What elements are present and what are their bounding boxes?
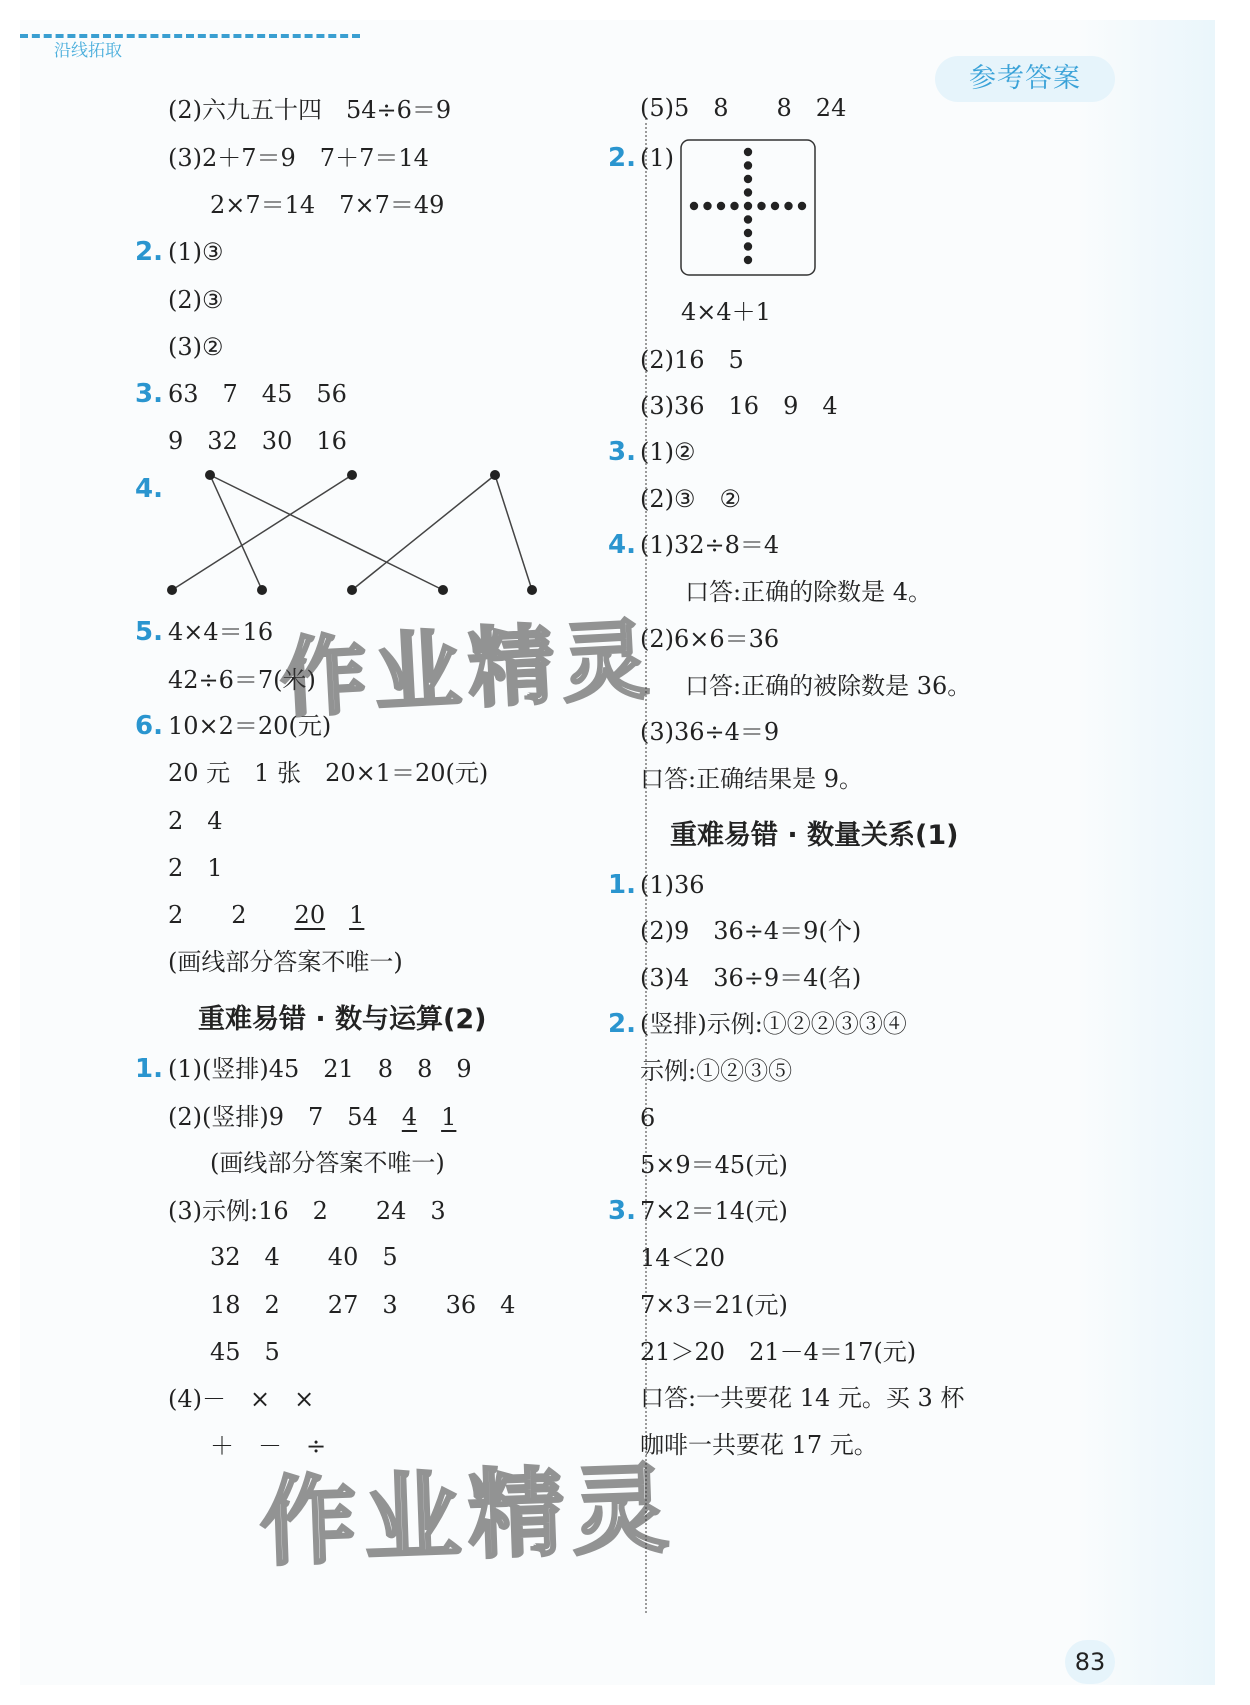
q3-answer-row-2: 9 32 30 16 (168, 427, 347, 455)
q3-number: 3. (135, 379, 163, 409)
s1-number: 1. (135, 1054, 163, 1084)
q2-answer-1: (1)③ (168, 238, 224, 266)
q2-number: 2. (135, 237, 163, 267)
cross-dot (744, 161, 752, 169)
r-q4-answer-2: (2)6×6＝36 (640, 625, 780, 653)
q3-answer-row-1: 63 7 45 56 (168, 380, 347, 408)
r-s1-answer-3: (3)4 36÷9＝4(名) (640, 964, 862, 992)
r-s3-answer-3: 7×3＝21(元) (640, 1291, 788, 1319)
section-title-number-operations: 重难易错 · 数与运算(2) (198, 1004, 487, 1035)
cross-dot (757, 202, 765, 210)
r-s3-answer-4: 21＞20 21－4＝17(元) (640, 1338, 917, 1366)
bottom-dot-3 (347, 585, 357, 595)
cross-dot (744, 148, 752, 156)
s1-answer-5: 18 2 27 3 36 4 (210, 1291, 516, 1319)
q6-underlined-1: 20 (294, 901, 326, 929)
top-dot-1 (205, 470, 215, 480)
cross-dot (744, 229, 752, 237)
r-s2-answer-4: 5×9＝45(元) (640, 1151, 788, 1179)
r-s1-answer-2: (2)9 36÷4＝9(个) (640, 917, 862, 945)
dot-cross-figure (680, 138, 820, 278)
s1-answer-3: (3)示例:16 2 24 3 (168, 1197, 446, 1225)
left-line-2: (3)2＋7＝9 7＋7＝14 (168, 144, 429, 172)
cross-dot (771, 202, 779, 210)
section-title-quantity-relations: 重难易错 · 数量关系(1) (670, 820, 959, 851)
match-line-5 (495, 475, 532, 590)
r-q2-answer-2: (2)16 5 (640, 346, 744, 374)
match-line-2 (210, 475, 443, 590)
answer-key-badge: 参考答案 (935, 56, 1115, 102)
page (20, 20, 1215, 1685)
cross-dot (784, 202, 792, 210)
s1-answer-1: (1)(竖排)45 21 8 8 9 (168, 1055, 472, 1083)
r-s3-answer-2: 14＜20 (640, 1244, 726, 1272)
q5-answer-2: 42÷6＝7(米) (168, 666, 316, 694)
cross-dot (744, 242, 752, 250)
cross-dot (744, 188, 752, 196)
watermark-bottom: 作业精灵 (258, 1452, 679, 1580)
r-s3-answer-1: 7×2＝14(元) (640, 1197, 788, 1225)
s1-underlined-2: 1 (441, 1103, 457, 1131)
q4-matching-diagram (160, 460, 580, 600)
q4-number: 4. (135, 474, 163, 504)
r-q2-answer-3: (3)36 16 9 4 (640, 392, 838, 420)
s1-answer-6: 45 5 (210, 1338, 280, 1366)
bottom-dot-4 (438, 585, 448, 595)
r-s2-answer-3: 6 (640, 1104, 656, 1132)
q6-answer-4: 2 1 (168, 854, 223, 882)
r-q2-expression: 4×4＋1 (681, 298, 771, 326)
r-q4-reply-1: 口答:正确的除数是 4。 (685, 578, 932, 606)
bottom-dot-2 (257, 585, 267, 595)
s1-answer-2 (168, 1102, 456, 1132)
cross-dot (744, 202, 752, 210)
cross-dot (744, 215, 752, 223)
q2-answer-3: (3)② (168, 333, 224, 361)
r-q4-answer-1: (1)32÷8＝4 (640, 531, 780, 559)
match-line-4 (352, 475, 495, 590)
r-s1-number: 1. (608, 870, 636, 900)
q6-number: 6. (135, 711, 163, 741)
r-q4-number: 4. (608, 530, 636, 560)
q5-number: 5. (135, 617, 163, 647)
r-q3-answer-2: (2)③ ② (640, 485, 742, 513)
r-s2-answer-2: 示例:①②③⑤ (640, 1057, 793, 1085)
watermark-middle: 作业精灵 (278, 610, 659, 730)
s1-answer-8: ＋ － ÷ (210, 1432, 327, 1460)
r-s2-number: 2. (608, 1009, 636, 1039)
s1-note: (画线部分答案不唯一) (210, 1149, 445, 1177)
cross-dot (798, 202, 806, 210)
q6-answer-1: 10×2＝20(元) (168, 712, 332, 740)
top-dot-2 (347, 470, 357, 480)
cross-dot (690, 202, 698, 210)
r-q4-reply-3: 口答:正确结果是 9。 (640, 765, 863, 793)
cross-dot (730, 202, 738, 210)
cross-dot (744, 175, 752, 183)
q6-answer-2: 20 元 1 张 20×1＝20(元) (168, 759, 489, 787)
top-dot-3 (490, 470, 500, 480)
q6-note: (画线部分答案不唯一) (168, 948, 403, 976)
page-number: 83 (1065, 1640, 1115, 1684)
left-line-3: 2×7＝14 7×7＝49 (210, 191, 445, 219)
s1-underlined-1: 4 (401, 1103, 418, 1131)
r-q4-answer-3: (3)36÷4＝9 (640, 718, 780, 746)
r-q2-number: 2. (608, 143, 636, 173)
r-s1-answer-1: (1)36 (640, 871, 705, 899)
r-s2-answer-1: (竖排)示例:①②②③③④ (640, 1010, 907, 1038)
r-s3-number: 3. (608, 1196, 636, 1226)
q6-answer-3: 2 4 (168, 807, 223, 835)
r-q3-answer-1: (1)② (640, 438, 696, 466)
page-edge-strip (1075, 20, 1215, 1685)
q6-underlined-2: 1 (349, 901, 365, 929)
cross-dot (717, 202, 725, 210)
r-q4-reply-2: 口答:正确的被除数是 36。 (685, 672, 972, 700)
bottom-dot-1 (167, 585, 177, 595)
r-q2-label: (1) (640, 144, 674, 172)
q5-answer-1: 4×4＝16 (168, 618, 274, 646)
cross-dot (744, 256, 752, 264)
q6-answer-5 (168, 900, 364, 930)
q6-answer-5-text: 2 2 (168, 901, 295, 929)
s1-answer-4: 32 4 40 5 (210, 1243, 398, 1271)
r-q3-number: 3. (608, 437, 636, 467)
bottom-dot-5 (527, 585, 537, 595)
header-left-text: 沿线拓取 (54, 41, 122, 61)
s1-answer-7: (4)－ × × (168, 1385, 315, 1413)
q2-answer-2: (2)③ (168, 286, 224, 314)
match-line-1 (210, 475, 262, 590)
r-s3-reply-1: 口答:一共要花 14 元。买 3 杯 (640, 1384, 965, 1412)
left-line-1: (2)六九五十四 54÷6＝9 (168, 96, 452, 124)
right-line-1: (5)5 8 8 24 (640, 94, 847, 122)
r-s3-reply-2: 咖啡一共要花 17 元。 (640, 1431, 878, 1459)
s1-answer-2-text: (2)(竖排)9 7 54 (168, 1103, 402, 1131)
cross-dot (703, 202, 711, 210)
